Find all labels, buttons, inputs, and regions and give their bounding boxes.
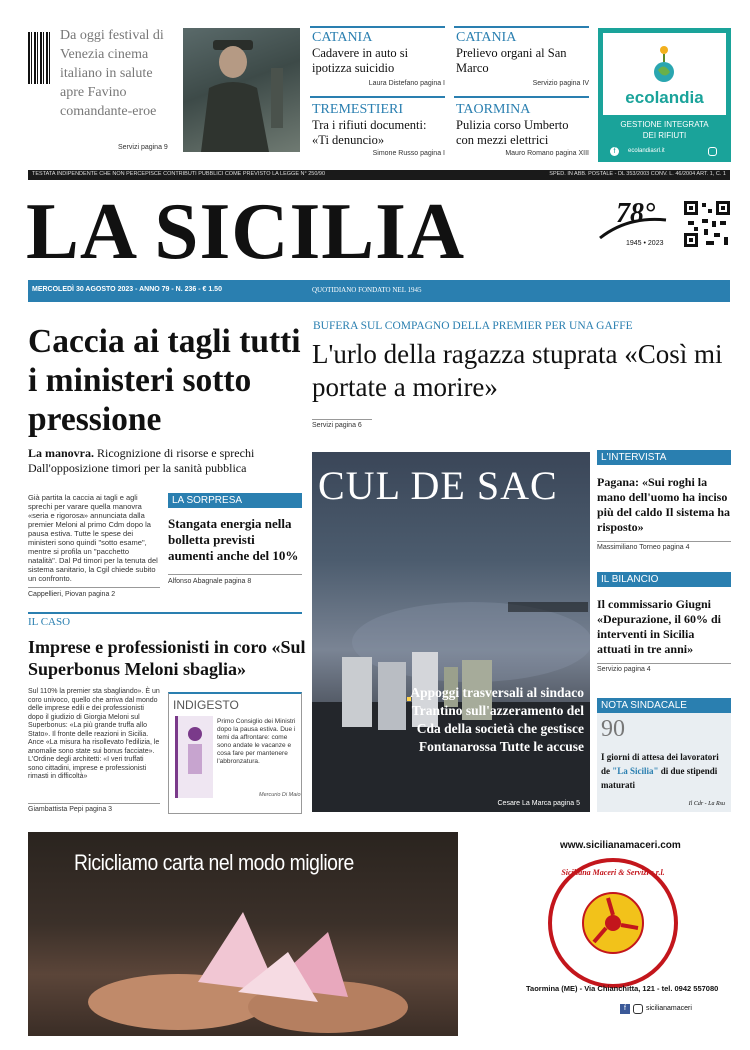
nota-text-quote: "La Sicilia" [612, 766, 659, 776]
indigesto-credit: Mercurio Di Maio [259, 792, 301, 798]
swoosh-icon [598, 212, 668, 242]
story-credit: Mauro Romano pagina XIII [505, 150, 589, 157]
indigesto-body: Primo Consiglio dei Ministri dopo la pausa estiva. Due i temi da affrontare: come sono andate le vacanze e cosa fare per mantenere l'abbronzatura. [217, 718, 296, 765]
nota-sign: Il Cdr - La Rsu [688, 801, 725, 807]
story-kicker: TAORMINA [456, 102, 531, 117]
ad-slogan: Ricicliamo carta nel modo migliore [74, 850, 354, 875]
indigesto-box[interactable] [168, 692, 302, 814]
story-credit: Laura Distefano pagina I [368, 80, 445, 87]
top-story-grid [310, 26, 590, 162]
caso-body: Sul 110% la premier sta sbagliando». È un coro univoco, quello che arriva dal mondo delle imprese edili e dei professionisti dopo il giudizio di Giorgia Meloni sul Superbonus: «La più grande truffa allo Stato». Il fronte delle reazioni in Sicilia. Ance «La misura ha risollevato l'edilizia, le anomalie sono state sui bonus facciate». L'Ordine degli architetti: «I veri truffati sono cittadini, imprese e professionisti rimasti in difficoltà» [28, 688, 160, 780]
story-catania-cadavere[interactable] [312, 30, 445, 87]
facebook-icon: f [620, 1004, 630, 1014]
intervista-label: L'INTERVISTA [597, 450, 731, 465]
instagram-icon [633, 1004, 643, 1014]
lead-deck [28, 446, 308, 476]
nota-text [601, 750, 727, 792]
caso-label: IL CASO [28, 616, 71, 628]
ecolandia-site: ecolandiasrl.it [628, 148, 665, 154]
story-catania-organi[interactable] [456, 30, 589, 87]
nota-label: NOTA SINDACALE [597, 698, 731, 713]
nota-text-a: I giorni di attesa dei lavoratori de [601, 752, 719, 776]
instagram-icon [708, 147, 717, 156]
festival-teaser-photo[interactable] [183, 28, 300, 152]
bufera-headline[interactable]: L'urlo della ragazza stuprata «Così mi portate a morire» [312, 339, 723, 402]
indigesto-label: INDIGESTO [173, 698, 239, 712]
story-kicker: CATANIA [456, 30, 517, 45]
story-headline: Cadavere in auto si ipotizza suicidio [312, 46, 409, 75]
founded: QUOTIDIANO FONDATO NEL 1945 [312, 286, 422, 294]
bufera-credit: Servizi pagina 6 [312, 422, 362, 429]
dateline-bar [28, 280, 730, 302]
caso-headline[interactable]: Imprese e professionisti in coro «Sul Superbonus Meloni sbaglia» [28, 637, 306, 679]
indigesto-illustration [175, 716, 213, 798]
photo-caption: Appoggi trasversali al sindaco Trantino sull'azzeramento del Cda della società che gestisce Fontanarossa Tutte le accuse [410, 685, 584, 754]
notice-right: SPED. IN ABB. POSTALE - DL 353/2003 CONV. L. 46/2004 ART. 1, C. 1 [549, 171, 726, 177]
caso-credit: Giambattista Pepi pagina 3 [28, 806, 113, 813]
ad-social: sicilianamaceri [646, 1005, 692, 1012]
maceri-logo [548, 858, 678, 988]
barcode [28, 32, 52, 84]
festival-teaser-text[interactable]: Da oggi festival di Venezia cinema italiano in salute apre Favino comandante-eroe [60, 28, 164, 119]
ad-site: www.sicilianamaceri.com [560, 840, 681, 851]
story-headline: Pulizia corso Umberto con mezzi elettrici [456, 118, 569, 147]
intervista-credit: Massimiliano Torneo pagina 4 [597, 544, 690, 551]
story-headline: Tra i rifiuti documenti: «Ti denuncio» [312, 118, 427, 147]
anniversary-years: 1945 • 2023 [626, 240, 664, 247]
nota-text-b: di due stipendi maturati [601, 766, 718, 790]
maceri-ad[interactable] [28, 832, 730, 1036]
maceri-company: Siciliana Maceri & Servizi s.r.l. [561, 868, 665, 877]
bilancio-box[interactable] [597, 572, 731, 673]
soldier-figure-icon [183, 28, 300, 152]
lead-deck-rest: Ricognizione di risorse e sprechi Dall'opposizione timori per la sanità pubblica [28, 446, 255, 475]
ecolandia-logo-icon [644, 40, 684, 84]
anniversary-number: 78° [616, 198, 656, 229]
photo-credit: Cesare La Marca pagina 5 [497, 800, 580, 807]
ecolandia-line1: GESTIONE INTEGRATA [620, 120, 709, 129]
sorpresa-box[interactable] [168, 493, 302, 585]
cartoon-icon [178, 716, 213, 796]
bufera-kicker: BUFERA SUL COMPAGNO DELLA PREMIER PER UNA GAFFE [313, 320, 633, 332]
sorpresa-label: LA SORPRESA [168, 493, 302, 508]
photo-title: CUL DE SAC [318, 463, 558, 508]
notice-bar [28, 170, 730, 180]
intervista-headline: Pagana: «Sui roghi la mano dell'uomo ha inciso più del caldo Il sistema ha risposto» [597, 475, 731, 534]
trinacria-icon [582, 892, 644, 954]
nota-box[interactable] [597, 698, 731, 812]
story-taormina[interactable] [456, 102, 589, 157]
cul-de-sac-photo[interactable] [312, 452, 590, 812]
ecolandia-line2: DEI RIFIUTI [642, 131, 687, 140]
story-kicker: TREMESTIERI [312, 102, 403, 117]
ecolandia-ad[interactable] [598, 28, 731, 162]
story-credit: Simone Russo pagina I [372, 150, 445, 157]
notice-left: TESTATA INDIPENDENTE CHE NON PERCEPISCE CONTRIBUTI PUBBLICI COME PREVISTO LA LEGGE N° 250/90 [32, 171, 326, 177]
sorpresa-credit: Alfonso Abagnale pagina 8 [168, 578, 252, 585]
dateline: MERCOLEDÌ 30 AGOSTO 2023 - ANNO 79 - N. 236 - € 1.50 [32, 286, 222, 293]
nota-number: 90 [601, 716, 625, 742]
lead-deck-bold: La manovra. [28, 446, 94, 460]
bilancio-label: IL BILANCIO [597, 572, 731, 587]
qr-code[interactable] [684, 201, 730, 247]
festival-teaser-credit: Servizi pagina 9 [118, 144, 168, 151]
story-kicker: CATANIA [312, 30, 373, 45]
anniversary-badge [598, 198, 678, 254]
masthead-title[interactable]: LA SICILIA [26, 188, 466, 276]
lead-headline[interactable]: Caccia ai tagli tutti i ministeri sotto pressione [28, 323, 301, 438]
sorpresa-headline: Stangata energia nella bolletta previsti aumenti anche del 10% [168, 516, 299, 563]
bilancio-headline: Il commissario Giugni «Depurazione, il 60% di interventi in Sicilia attuati in tre anni» [597, 597, 722, 656]
facebook-icon: f [610, 147, 619, 156]
bilancio-credit: Servizio pagina 4 [597, 666, 651, 673]
story-tremestieri[interactable] [312, 102, 445, 157]
intervista-box[interactable] [597, 450, 731, 551]
story-headline: Prelievo organi al San Marco [456, 46, 567, 75]
story-credit: Servizio pagina IV [532, 80, 589, 87]
lead-credit: Cappellieri, Piovan pagina 2 [28, 591, 116, 598]
ecolandia-brand: ecolandia [625, 88, 704, 107]
ad-address: Taormina (ME) - Via Chianchitta, 121 - tel. 0942 557080 [526, 984, 719, 993]
lead-body: Già partita la caccia ai tagli e agli sprechi per varare quella manovra «seria e rigorosa» annunciata dalla premier Meloni al primo Cdm dopo la pausa estiva. Tutte le spese dei ministeri sono quindi "sotto esame", mentre si profila un "pacchetto natalità". Dal Pd timori per la tenuta del sistema sanitario, la Cgil chiede subito un confronto. [28, 493, 158, 583]
